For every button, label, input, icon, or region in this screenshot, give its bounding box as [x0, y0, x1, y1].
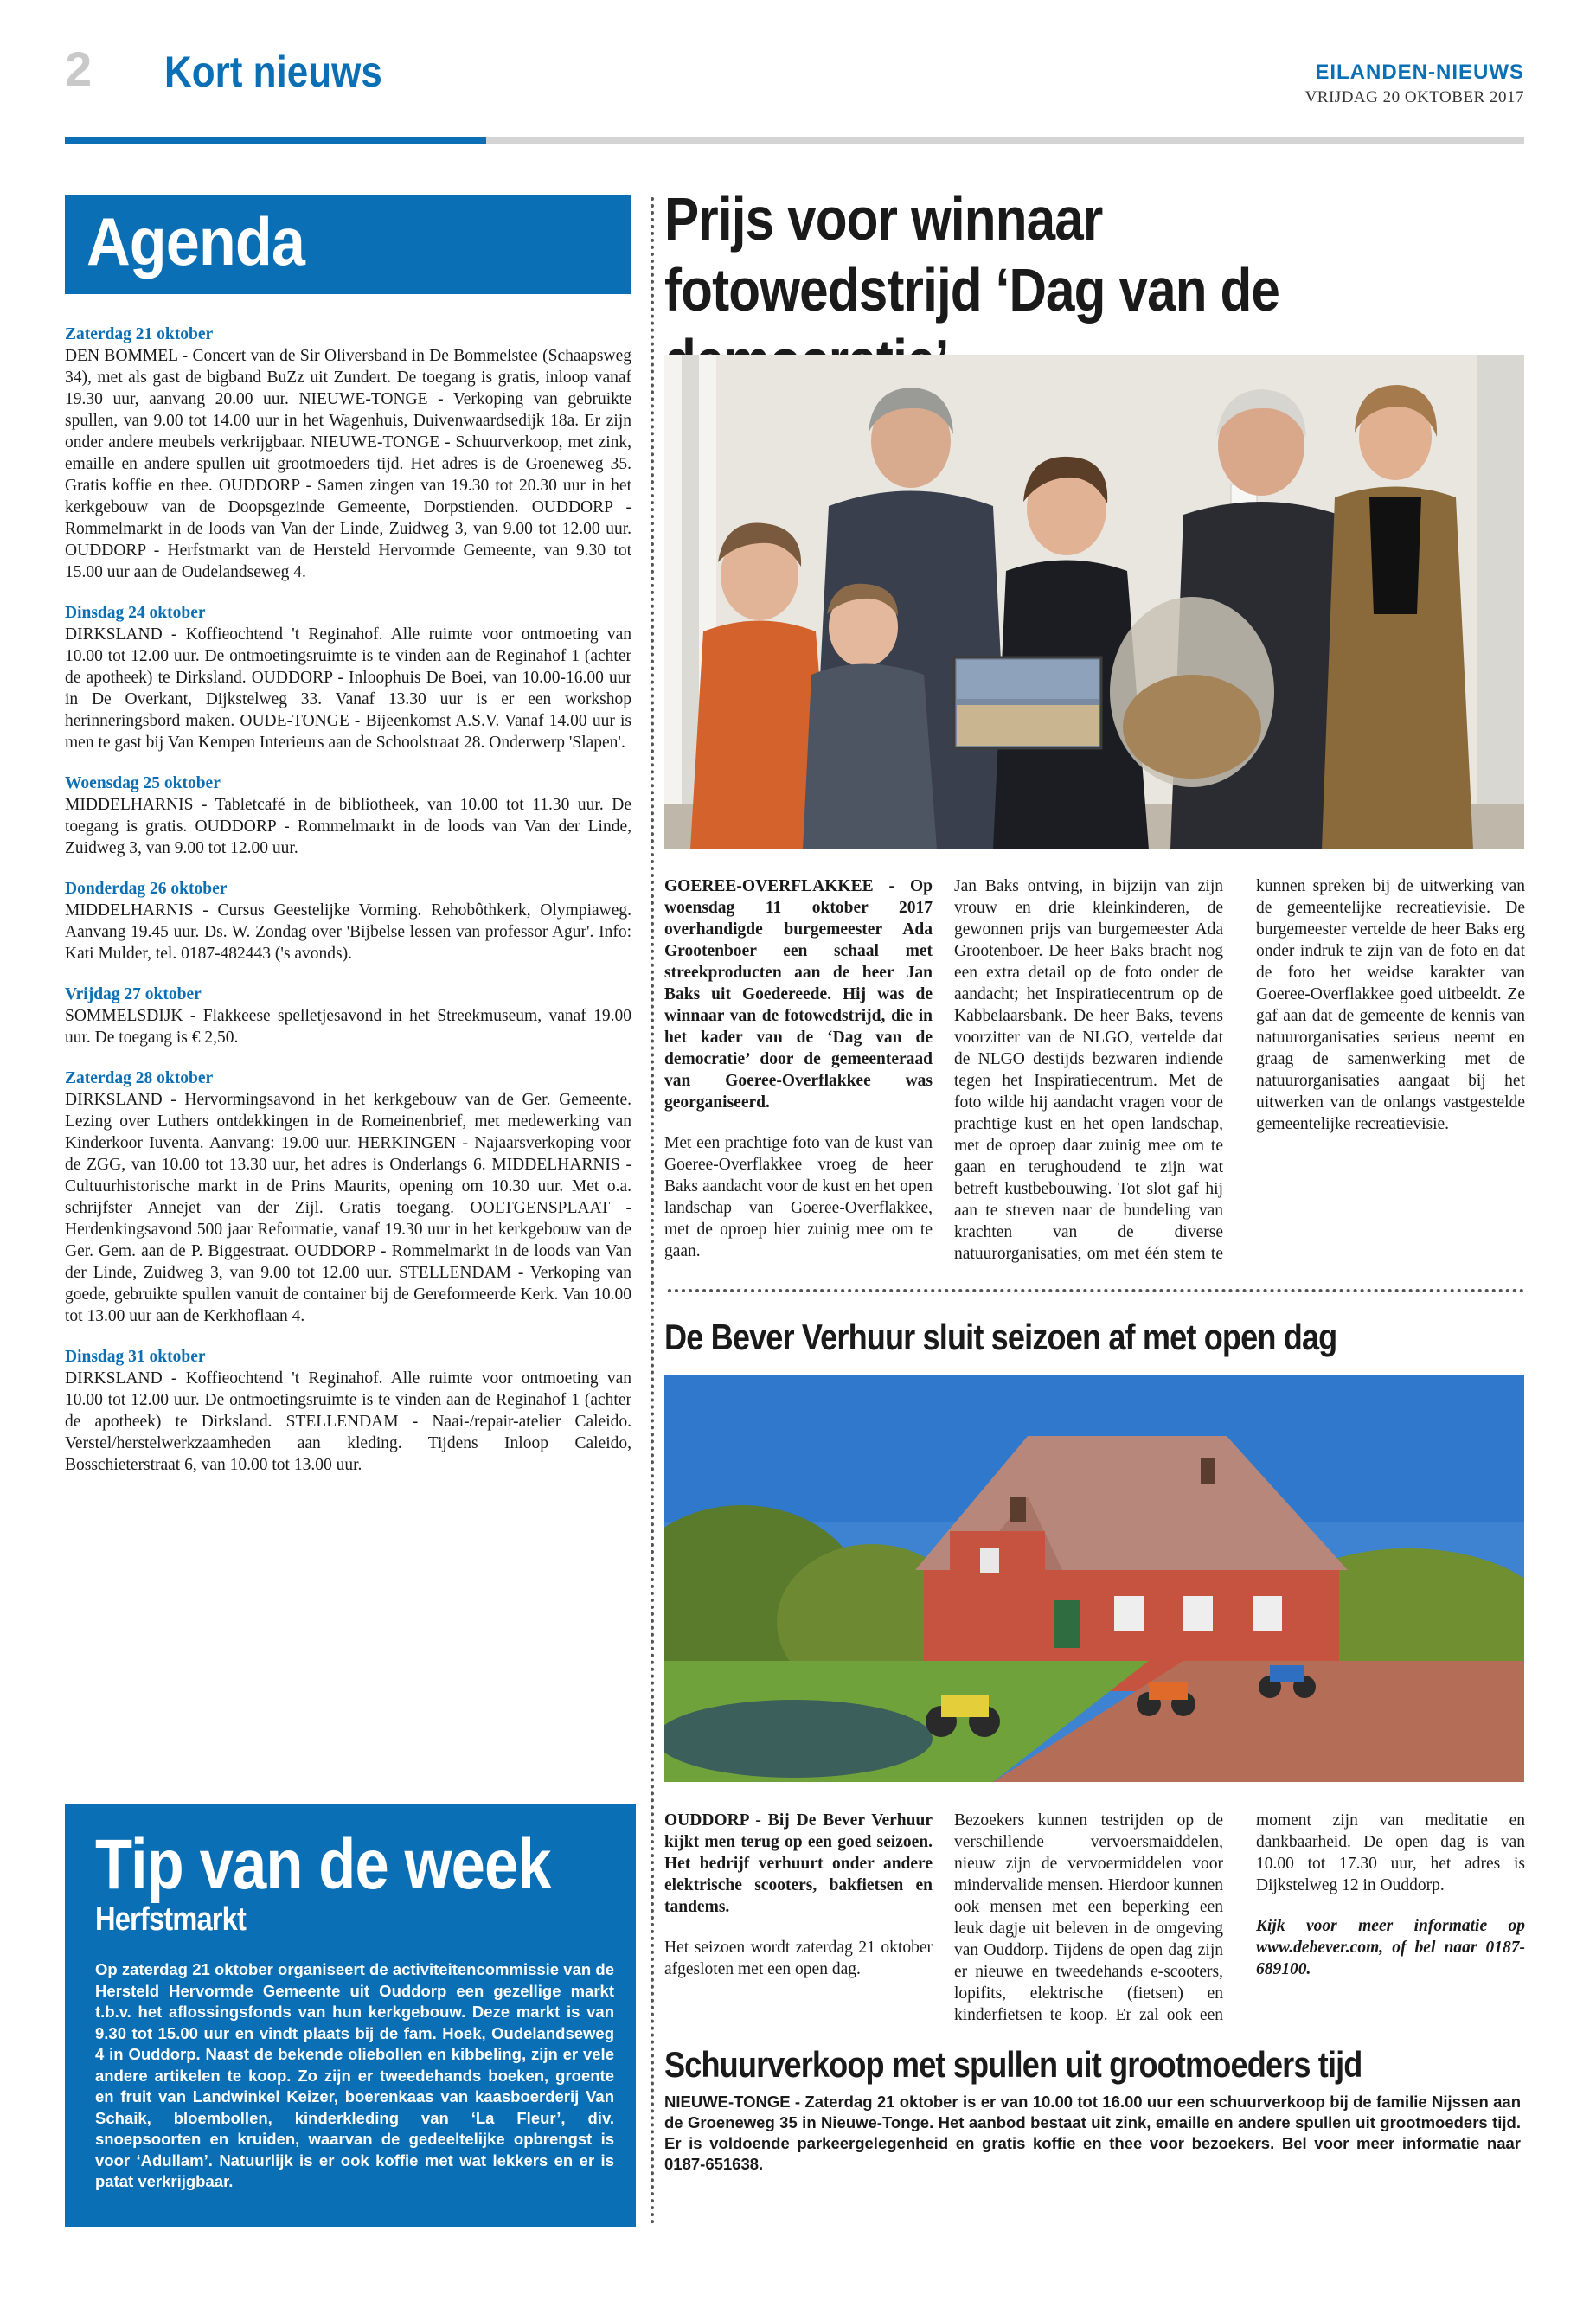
article-text-col1	[664, 1810, 933, 1980]
agenda-entry: DEN BOMMEL - Concert van de Sir Oliversband in De Bommelstee (Schaapsweg 34), met als gast de bigband BuZz uit Zundert. De toegang is gratis, inloop vanaf 19.30 uur, aanvang 20.00 uur. NIEUWE-TONGE - Verkoping van gebruikte spullen, van 9.00 tot 14.00 uur in het Wagenhuis, Duivenwaardsedijk 18a. Er zijn onder andere meubels verkrijgbaar. NIEUWE-TONGE - Schuurverkoop, met zink, emaille en andere spullen uit grootmoeders tijd. Het adres is de Groeneweg 35. Gratis koffie en thee. OUDDORP - Samen zingen van 19.30 tot 20.30 uur in het kerkgebouw van de Doopsgezinde Gemeente, Dorpstienden. OUDDORP - Rommelmarkt in de loods van Van der Linde, Zuidweg 3, van 9.00 tot 12.00 uur. OUDDORP - Herfstmarkt van de Hersteld Hervormde Gemeente, van 9.30 tot 15.00 uur aan de Oudelandseweg 4.	[65, 347, 631, 581]
article-text-col2-3	[954, 1810, 1525, 2030]
agenda-day: Woensdag 25 oktober	[65, 774, 221, 792]
agenda-entry: DIRKSLAND - Koffieochtend 't Reginahof. Alle ruimte voor ontmoeting van 10.00 tot 12.00 uur. De ontmoetingsruimte is te vinden aan de Reginahof 1 (achter de apotheek) te Dirksland. OUDDORP - Inloophuis De Boei, van 10.00-16.00 uur in De Overkant, Dijkstelweg 33. Vanaf 13.30 uur is er een workshop herinneringsbord maken. OUDE-TONGE - Bijeenkomst A.S.V. Vanaf 14.00 uur is men te gast bij Van Kempen Interieurs aan de Schoolstraat 28. Onderwerp 'Slapen'.	[65, 625, 631, 752]
article-headline-schuurverkoop: Schuurverkoop met spullen uit grootmoeders tijd	[664, 2044, 1362, 2085]
agenda-entry: MIDDELHARNIS - Cursus Geestelijke Vorming. Rehobôthkerk, Olympiaweg. Aanvang 19.45 uur. Ds. W. Zondag over 'Bijbelse lessen van professor Agur'. Info: Kati Mulder, tel. 0187-482443 ('s avonds).	[65, 901, 631, 963]
article-headline-fotowedstrijd: Prijs voor winnaar fotowedstrijd ‘Dag van de	[664, 185, 1280, 324]
tip-text: Op zaterdag 21 oktober organiseert de activiteitencommissie van de Hersteld Hervormde Gemeente uit Ouddorp een gezellige markt t.b.v. het aflossingsfonds van hun kerkgebouw. Deze markt is van 9.30 tot 15.00 uur en vindt plaats bij de fam. Hoek, Oudelandseweg 4 in Ouddorp. Naast de bekende oliebollen en kibbeling, zijn er vele andere artikelen te koop. Zo zijn er tweedehands boeken, groente en fruit van Landwinkel Keizer, boerenkaas van kaasboerderij Van Schaik, bloembollen, kinderkleding van ‘La Fleur’, div. snoepsoorten en kruiden, waarvan de gedeeltelijke opbrengst is voor ‘Adullam’. Natuurlijk is er ook koffie met wat lekkers en er is patat verkrijgbaar.	[95, 1960, 614, 2190]
agenda-entry: DIRKSLAND - Hervormingsavond in het kerkgebouw van de Ger. Gemeente. Lezing over Luthers ontdekkingen in de Romeinenbrief, met medewerking van Kinderkoor Iuventa. Aanvang: 19.00 uur. HERKINGEN - Najaarsverkoping voor de ZGG, van 10.00 tot 13.30 uur, het adres is Onderlangs 6. MIDDELHARNIS - Cultuurhistorische markt in de Prins Maurits, opening om 10.30 uur. Met o.a. schrijfster Annejet van der Zijl. Gratis toegang. OOLTGENSPLAAT - Herdenkingsavond 500 jaar Reformatie, vanaf 19.30 uur in het kerkgebouw van de Ger. Gem. aan de P. Biggestraat. OUDDORP - Rommelmarkt in de loods van Van der Linde, Zuidweg 3, van 9.00 tot 12.00 uur. STELLENDAM - Verkoping van goede, gebruikte spullen vanuit de container bij de Gereformeerde Kerk. Van 10.00 tot 13.00 uur aan de Kerkhoflaan 4.	[65, 1091, 631, 1325]
article-divider	[668, 1289, 1524, 1292]
agenda-entry: MIDDELHARNIS - Tabletcafé in de bibliotheek, van 10.00 tot 11.30 uur. De toegang is gratis. OUDDORP - Rommelmarkt in de loods van Van der Linde, Zuidweg 3, van 9.00 tot 12.00 uur.	[65, 796, 631, 857]
header-rule-blue	[65, 137, 486, 144]
agenda-day: Dinsdag 24 oktober	[65, 604, 206, 622]
article-headline-bever: De Bever Verhuur sluit seizoen af met open dag	[664, 1317, 1337, 1357]
agenda-day: Zaterdag 21 oktober	[65, 325, 214, 343]
agenda-list	[65, 324, 631, 1476]
agenda-entry: DIRKSLAND - Koffieochtend 't Reginahof. Alle ruimte voor ontmoeting van 10.00 tot 12.00 uur. De ontmoetingsruimte is te vinden aan de Reginahof 1 (achter de apotheek) te Dirksland. STELLENDAM - Naai-/repair-atelier Caleido. Verstel/herstelwerkzaamheden aan kleding. Tijdens Inloop Caleido, Bosschieterstraat 6, van 10.00 tot 13.00 uur.	[65, 1369, 631, 1474]
article-paragraph: Met een prachtige foto van de kust van Goeree-Overflakkee vroeg de heer Baks aandacht voor de kust en het open landschap van Goeree-Overflakkee, met de oproep hier zuinig mee om te gaan.	[664, 1134, 933, 1260]
newspaper-logo: EILANDEN-NIEUWS	[1315, 61, 1524, 84]
article-text-col2-3	[954, 875, 1525, 1265]
column-divider	[651, 197, 654, 2226]
article-paragraph: Het seizoen wordt zaterdag 21 oktober afgesloten met een open dag.	[664, 1939, 933, 1978]
tip-title: Tip van de week	[95, 1825, 551, 1904]
article-text-col1	[664, 875, 933, 1262]
article-lead: GOEREE-OVERFLAKKEE - Op woensdag 11 oktober 2017 overhandigde burgemeester Ada Grootenboer een schaal met streekproducten aan de heer Jan Baks uit Goedereede. Hij was de winnaar van de fotowedstrijd, die in het kader van de ‘Dag van de democratie’ door de gemeenteraad van Goeree-Overflakkee was georganiseerd.	[664, 877, 933, 1112]
tip-subtitle: Herfstmarkt	[95, 1901, 246, 1938]
article-paragraph: Jan Baks ontving, in bijzijn van zijn vrouw en drie kleinkinderen, de gewonnen prijs van burgemeester Ada Grootenboer. De heer Baks bracht nog een extra detail op de foto onder de aandacht; het Inspiratiecentrum op de Kabbelaarsbank. De heer Baks, tevens voorzitter van de NLGO, vertelde dat de NLGO destijds bezwaren indiende tegen het Inspiratiecentrum. Met de foto wilde hij aandacht vragen voor de prachtige kust en het open landschap, met de oproep daar zuinig mee om te gaan en terughoudend te zijn wat betreft kustbebouwing. Tot slot gaf hij aan te streven naar de bundeling van krachten van de diverse natuurorganisaties, om met één stem te kunnen spreken bij de uitwerking van de gemeentelijke recreatievisie. De burgemeester vertelde de heer Baks erg onder indruk te zijn van de foto en dat de foto het weidse karakter van Goeree-Overflakkee goed uitbeeldt. Ze gaf aan dat de gemeente de kennis van natuurorganisaties serieus neemt en graag de samenwerking met de natuurorganisaties aangaat bij het uitwerken van de onlangs vastgestelde gemeentelijke recreatievisie.	[954, 877, 1525, 1263]
article-lead: OUDDORP - Bij De Bever Verhuur kijkt men terug op een goed seizoen. Het bedrijf verhuurt onder andere elektrische scooters, bakfietsen en tandems.	[664, 1811, 933, 1916]
contact-info: Kijk voor meer informatie op www.debever.com, of bel naar 0187-689100.	[1256, 1917, 1525, 1978]
header-rule-grey	[486, 137, 1524, 144]
agenda-day: Donderdag 26 oktober	[65, 880, 228, 898]
photo-de-bever-building	[664, 1375, 1524, 1782]
agenda-day: Dinsdag 31 oktober	[65, 1348, 206, 1366]
section-title: Kort nieuws	[164, 48, 382, 96]
page-number: 2	[65, 42, 93, 96]
issue-date: VRIJDAG 20 OKTOBER 2017	[1304, 88, 1524, 106]
agenda-day: Zaterdag 28 oktober	[65, 1069, 214, 1087]
agenda-day: Vrijdag 27 oktober	[65, 985, 202, 1003]
article-paragraph: Bezoekers kunnen testrijden op de verschillende vervoersmaiddelen, nieuw zijn de vervoermiddelen voor mindervalide mensen. Hierdoor kunnen ook mensen met een beperking een leuk dagje uit beleven in de omgeving van Ouddorp. Tijdens de open dag zijn er nieuwe en tweedehands e-scooters, lopifits, elektrische (fietsen) en kinderfietsen te koop. Er zal ook een moment zijn van meditatie en dankbaarheid. De open dag is van 10.00 tot 17.30 uur, het adres is Dijkstelweg 12 in Ouddorp.	[954, 1811, 1525, 2024]
article-text-schuurverkoop: NIEUWE-TONGE - Zaterdag 21 oktober is er van 10.00 tot 16.00 uur een schuurverkoop bij de familie Nijssen aan de Groeneweg 35 in Nieuwe-Tonge. Het aanbod bestaat uit zink, emaille en andere spullen uit grootmoeders tijd. Er is voldoende parkeergelegenheid en gratis koffie en thee voor bezoekers. Bel voor meer informatie naar 0187-651638.	[664, 2093, 1521, 2173]
agenda-title: Agenda	[87, 203, 305, 279]
photo-prize-ceremony	[664, 355, 1524, 849]
agenda-entry: SOMMELSDIJK - Flakkeese spelletjesavond in het Streekmuseum, vanaf 19.00 uur. De toegang is € 2,50.	[65, 1007, 631, 1047]
